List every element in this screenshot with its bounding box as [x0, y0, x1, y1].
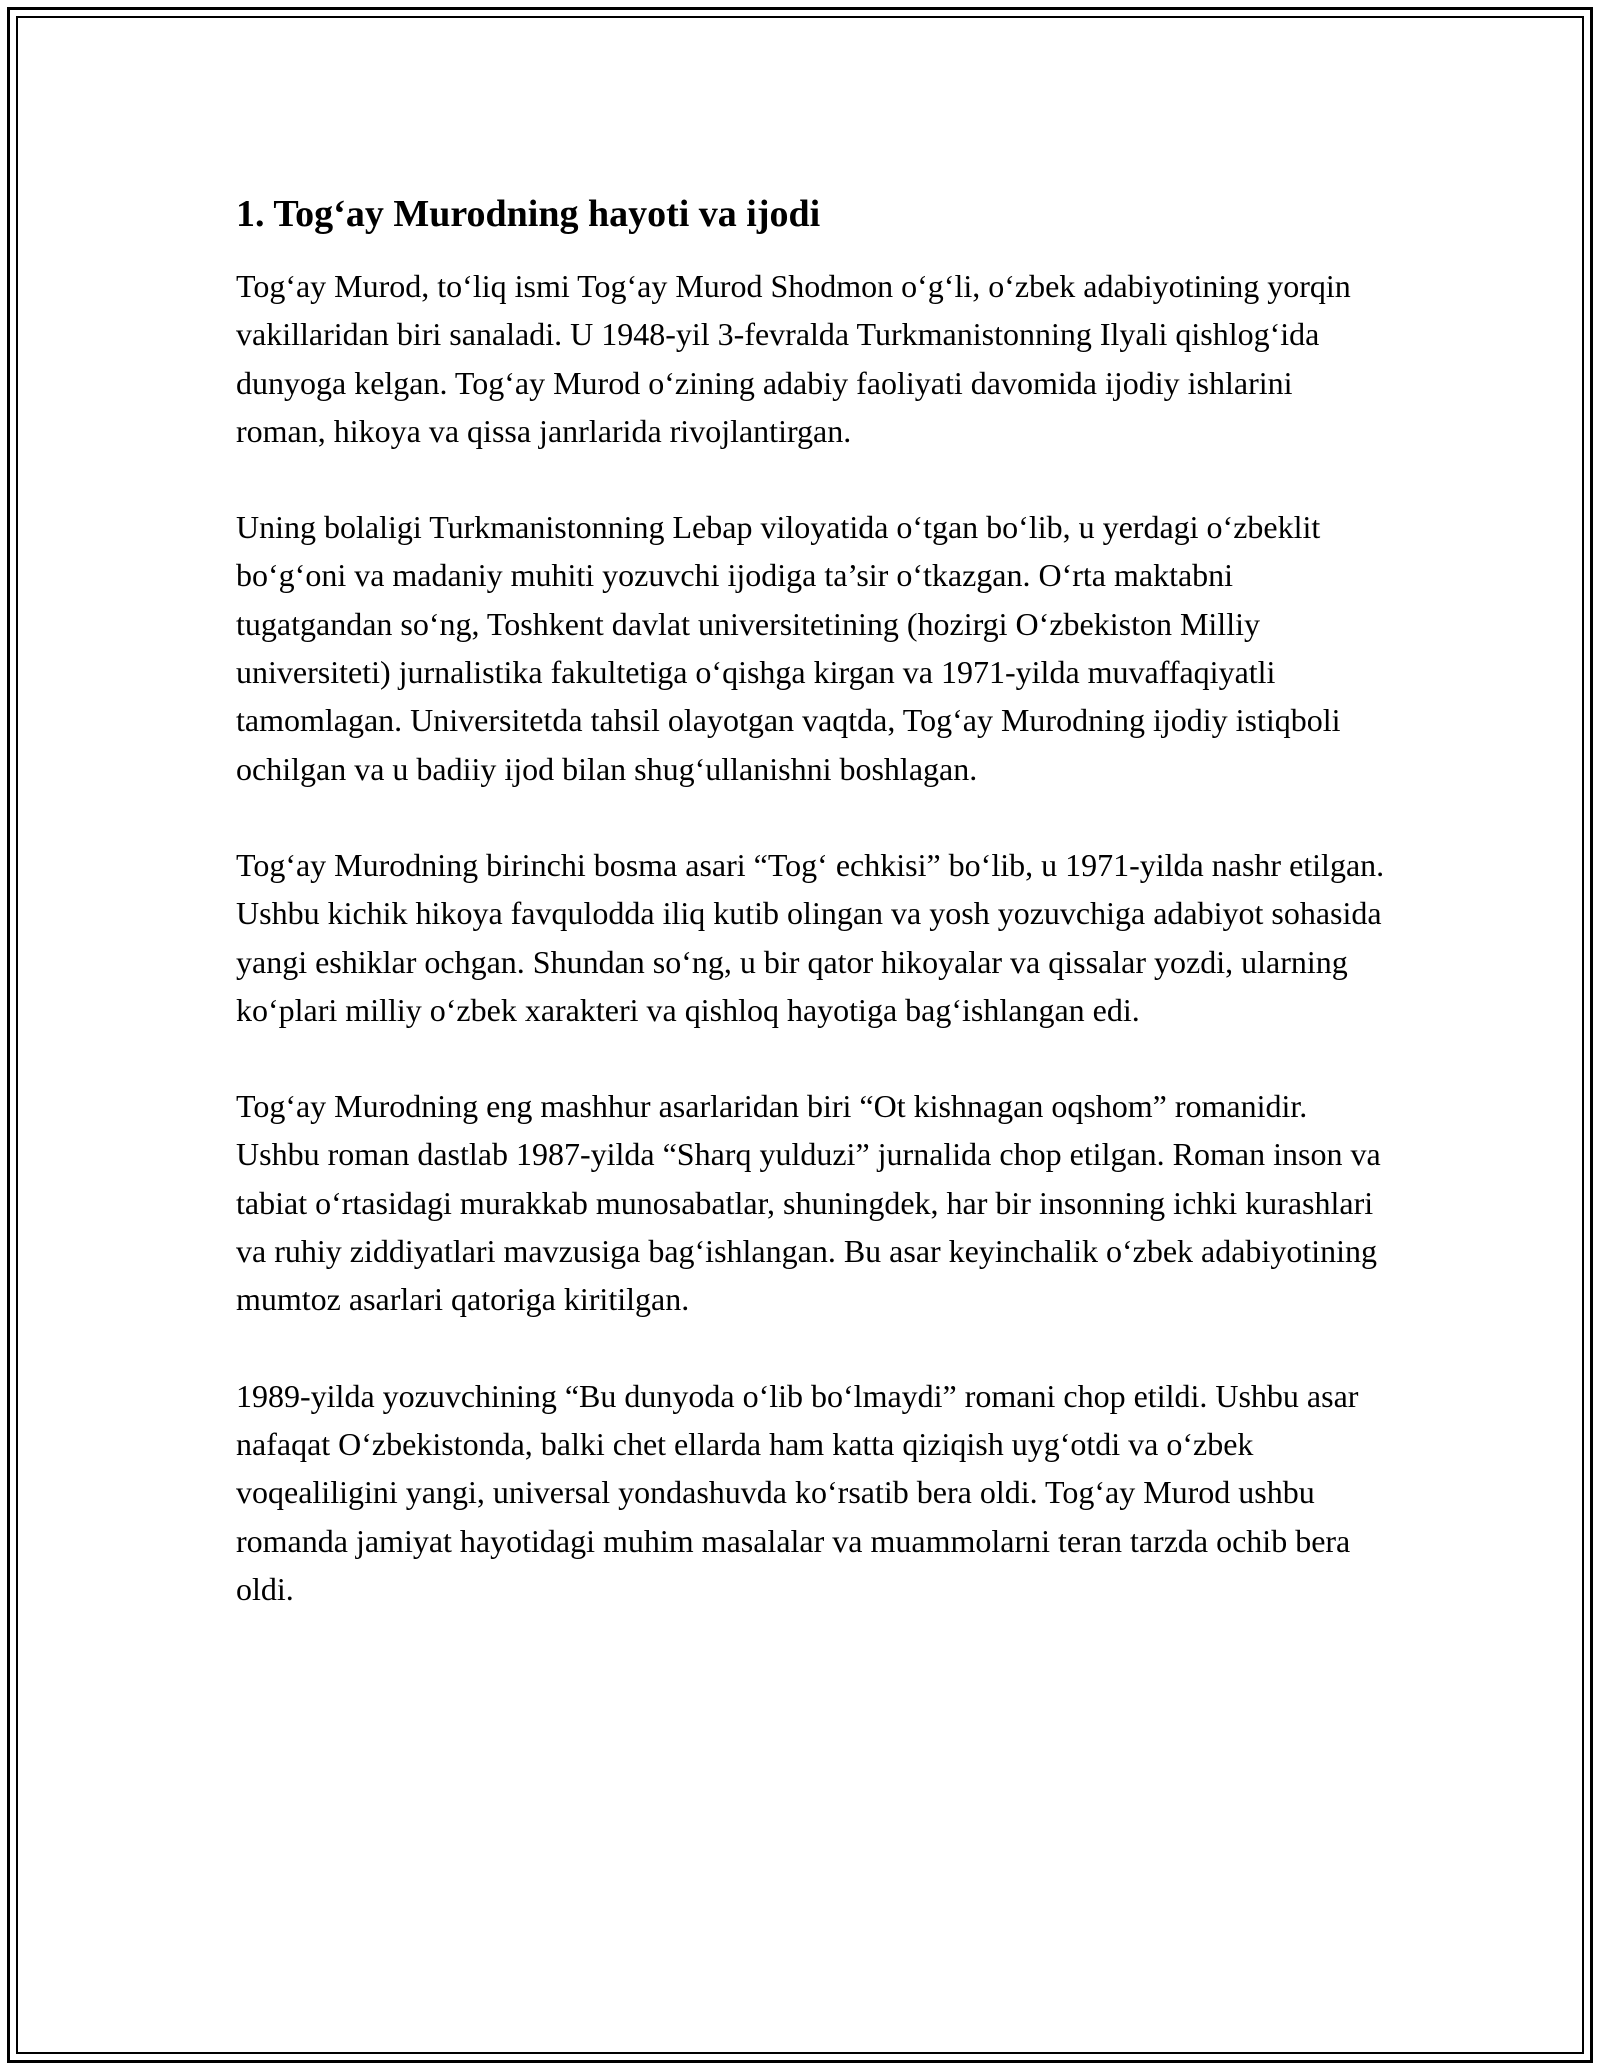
paragraph-education: Uning bolaligi Turkmanistonning Lebap viloyatida o‘tgan bo‘lib, u yerdagi o‘zbeklit bo‘g‘oni va madaniy muhiti yozuvchi ijodiga ta’sir o‘tkazgan. O‘rta maktabni tugatgandan so‘ng, Toshkent davlat universitetining (hozirgi O‘zbekiston Milliy universiteti) jurnalistika fakultetiga o‘qishga kirgan va 1971-yilda muvaffaqiyatli tamomlagan. Universitetda tahsil olayotgan vaqtda, Tog‘ay Murodning ijodiy istiqboli ochilgan va u badiiy ijod bilan shug‘ullanishni boshlagan.: [236, 509, 1341, 787]
paragraph-first-work: Tog‘ay Murodning birinchi bosma asari “Tog‘ echkisi” bo‘lib, u 1971-yilda nashr etilgan. Ushbu kichik hikoya favqulodda iliq kutib olingan va yosh yozuvchiga adabiyot sohasida yangi eshiklar ochgan. Shundan so‘ng, u bir qator hikoyalar va qissalar yozdi, ularning ko‘plari milliy o‘zbek xarakteri va qishloq hayotiga bag‘ishlangan edi.: [236, 846, 1385, 1028]
paragraph-1989-novel: 1989-yilda yozuvchining “Bu dunyoda o‘lib bo‘lmaydi” romani chop etildi. Ushbu asar nafaqat O‘zbekistonda, balki chet ellarda ham katta qiziqish uyg‘otdi va o‘zbek voqealiligini yangi, universal yondashuvda ko‘rsatib bera oldi. Tog‘ay Murod ushbu romanda jamiyat hayotidagi muhim masalalar va muammolarni teran tarzda ochib bera oldi.: [236, 1377, 1359, 1607]
paragraph-early-life: Tog‘ay Murod, to‘liq ismi Tog‘ay Murod Shodmon o‘g‘li, o‘zbek adabiyotining yorqin vakillaridan biri sanaladi. U 1948-yil 3-fevralda Turkmanistonning Ilyali qishlog‘ida dunyoga kelgan. Tog‘ay Murod o‘zining adabiy faoliyati davomida ijodiy ishlarini roman, hikoya va qissa janrlarida rivojlantirgan.: [236, 268, 1351, 449]
document-body: [236, 188, 1386, 1661]
paragraph-famous-novel: Tog‘ay Murodning eng mashhur asarlaridan biri “Ot kishnagan oqshom” romanidir. Ushbu roman dastlab 1987-yilda “Sharq yulduzi” jurnalida chop etilgan. Roman inson va tabiat o‘rtasidagi murakkab munosabatlar, shuningdek, har bir insonning ichki kurashlari va ruhiy ziddiyatlari mavzusiga bag‘ishlangan. Bu asar keyinchalik o‘zbek adabiyotining mumtoz asarlari qatoriga kiritilgan.: [236, 1088, 1381, 1318]
section-heading: 1. Tog‘ay Murodning hayoti va ijodi: [236, 193, 821, 235]
